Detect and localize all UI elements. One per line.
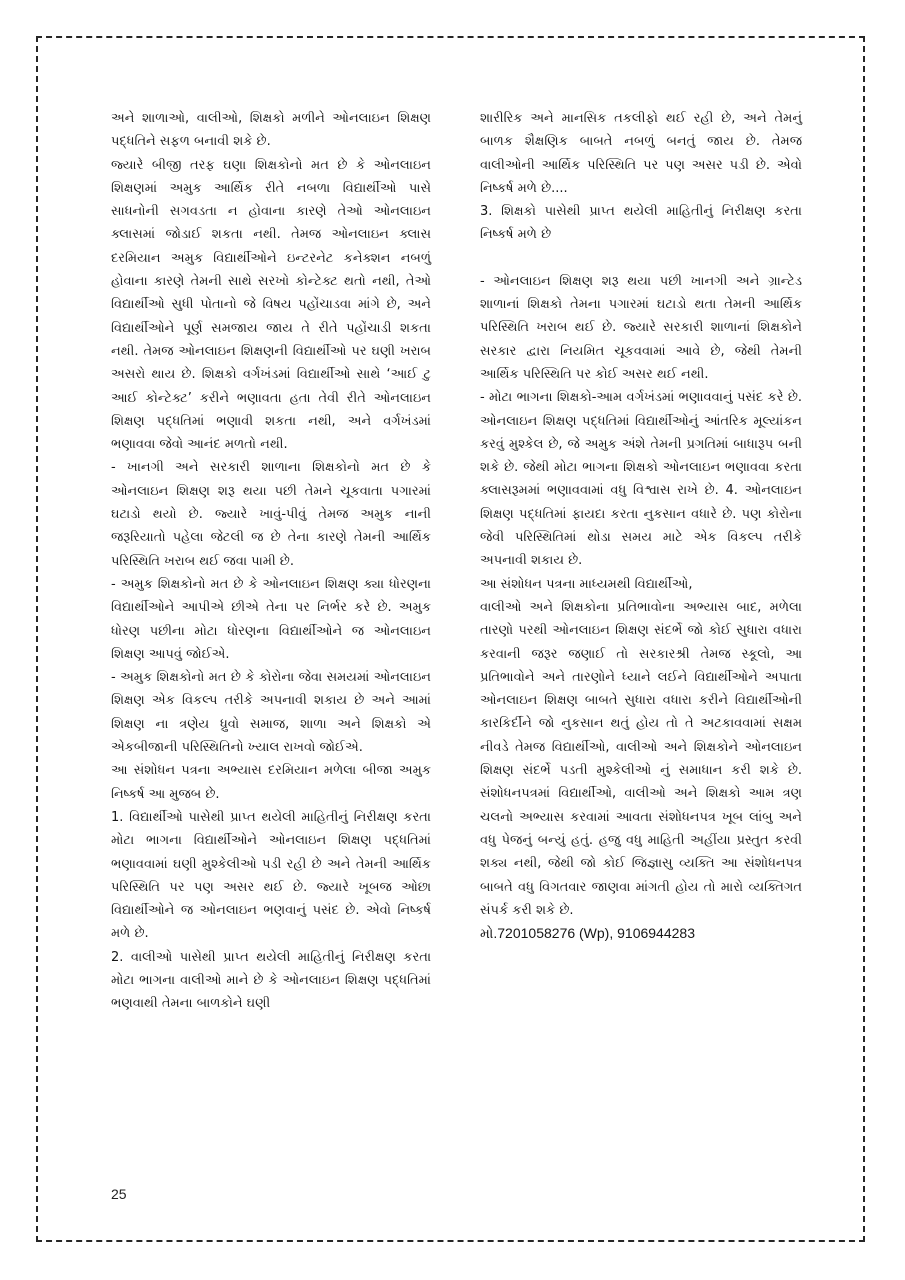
paragraph: - અમુક શિક્ષકોનો મત છે કે કોરોના જેવા સમયમાં ઓનલાઇન શિક્ષણ એક વિકલ્પ તરીકે અપનાવી શકાય છે અને આમાં શિક્ષણ ના ત્રણેય ધ્રુવો સમાજ, શાળા અને શિક્ષકો એ એકબીજાની પરિસ્થિતિનો ખ્યાલ રાખવો જોઈએ. bbox=[111, 670, 431, 756]
paragraph: 3. શિક્ષકો પાસેથી પ્રાપ્ત થયેલી માહિતીનું નિરીક્ષણ કરતા નિષ્કર્ષ મળે છે bbox=[480, 204, 802, 243]
paragraph: જ્યારે બીજી તરફ ઘણા શિક્ષકોનો મત છે કે ઓનલાઇન શિક્ષણમાં અમુક આર્થિક રીતે નબળા વિદ્યાર્થીઓ પાસે સાધનોની સગવડતા ન હોવાના કારણે તેઓ ઓનલાઇન ક્લાસમાં જોડાઈ શકતા નથી. તેમજ ઓનલાઇન ક્લાસ દરમિયાન અમુક વિદ્યાર્થીઓને ઇન્ટરનેટ કનેક્શન નબળું હોવાના કારણે તેમની સાથે સરખો કોન્ટેક્ટ થતો નથી, તેઓ વિદ્યાર્થીઓ સુધી પોતાનો જે વિષય પહોંચાડવા માંગે છે, અને વિદ્યાર્થીઓને પૂર્ણ સમજાય જાય તે રીતે પહોંચાડી શકતા નથી. તેમજ ઓનલાઇન શિક્ષણની વિદ્યાર્થીઓ પર ઘણી ખરાબ અસરો થાય છે. શિક્ષકો વર્ગખંડમાં વિદ્યાર્થીઓ સાથે ‘આઈ ટુ આઈ કોન્ટેક્ટ’ કરીને ભણાવતા હતા તેવી રીતે ઓનલાઇન શિક્ષણ પદ્ધતિમાં ભણાવી શકતા નથી, અને વર્ગખંડમાં ભણાવવા જેવો આનંદ મળતો નથી. bbox=[111, 157, 431, 453]
paragraph: આ સંશોધન પત્રના માધ્યમથી વિદ્યાર્થીઓ, bbox=[480, 576, 693, 592]
paragraph: - ખાનગી અને સરકારી શાળાના શિક્ષકોનો મત છે કે ઓનલાઇન શિક્ષણ શરૂ થયા પછી તેમને ચૂકવાતા પગારમાં ઘટાડો થયો છે. જ્યારે ખાવું-પીવું તેમજ અમુક નાની જરૂરિયાતો પહેલા જેટલી જ છે તેના કારણે તેમની આર્થિક પરિસ્થિતિ ખરાબ થઈ જવા પામી છે. bbox=[111, 460, 431, 569]
paragraph: - ઓનલાઇન શિક્ષણ શરૂ થયા પછી ખાનગી અને ગ્રાન્ટેડ શાળાનાં શિક્ષકો તેમના પગારમાં ઘટાડો થતા તેમની આર્થિક પરિસ્થિતિ ખરાબ થઈ છે. જ્યારે સરકારી શાળાનાં શિક્ષકોને સરકાર દ્વારા નિયમિત ચૂકવવામાં આવે છે, જેથી તેમની આર્થિક પરિસ્થિતિ પર કોઈ અસર થઈ નથી. bbox=[480, 273, 802, 382]
left-column bbox=[111, 107, 431, 1016]
paragraph: - અમુક શિક્ષકોનો મત છે કે ઓનલાઇન શિક્ષણ ક્યા ધોરણના વિદ્યાર્થીઓને આપીએ છીએ તેના પર નિર્ભર કરે છે. અમુક ધોરણ પછીના મોટા ધોરણના વિદ્યાર્થીઓને જ ઓનલાઇન શિક્ષણ આપવું જોઈએ. bbox=[111, 576, 431, 662]
paragraph: - મોટા ભાગના શિક્ષકો-આમ વર્ગખંડમાં ભણાવવાનું પસંદ કરે છે. ઓનલાઇન શિક્ષણ પદ્ધતિમાં વિદ્યાર્થીઓનું આંતરિક મૂલ્યાંકન કરવું મુશ્કેલ છે, જે અમુક અંશે તેમની પ્રગતિમાં બાધારૂપ બની શકે છે. જેથી મોટા ભાગના શિક્ષકો ઓનલાઇન ભણાવવા કરતા ક્લાસરૂમમાં ભણાવવામાં વધુ વિશ્વાસ રાખે છે. 4. ઓનલાઇન શિક્ષણ પદ્ધતિમાં ફાયદા કરતા નુકસાન વધારે છે. પણ કોરોના જેવી પરિસ્થિતિમાં થોડા સમય માટે એક વિકલ્પ તરીકે અપનાવી શકાય છે. bbox=[480, 390, 802, 569]
paragraph: શારીરિક અને માનસિક તકલીફો થઈ રહી છે, અને તેમનું બાળક શૈક્ષણિક બાબતે નબળું બનતું જાય છે. તેમજ વાલીઓની આર્થિક પરિસ્થિતિ પર પણ અસર પડી છે. એવો નિષ્કર્ષ મળે છે.... bbox=[480, 111, 802, 196]
contact-info: મો.7201058276 (Wp), 9106944283 bbox=[480, 925, 695, 942]
paragraph: અને શાળાઓ, વાલીઓ, શિક્ષકો મળીને ઓનલાઇન શિક્ષણ પદ્ધતિને સફળ બનાવી શકે છે. bbox=[111, 111, 431, 150]
paragraph: વાલીઓ અને શિક્ષકોના પ્રતિભાવોના અભ્યાસ બાદ, મળેલા તારણો પરથી ઓનલાઇન શિક્ષણ સંદર્ભે જો કોઈ સુધારા વધારા કરવાની જરૂર જણાઈ તો સરકારશ્રી તેમજ સ્કૂલો, આ પ્રતિભાવોને અને તારણોને ધ્યાને લઈને વિદ્યાર્થીઓને અપાતા ઓનલાઇન શિક્ષણ બાબતે સુધારા વધારા કરીને વિદ્યાર્થીઓની કારકિર્દીને જો નુકસાન થતું હોય તો તે અટકાવવામાં સક્ષમ નીવડે તેમજ વિદ્યાર્થીઓ, વાલીઓ અને શિક્ષકોને ઓનલાઇન શિક્ષણ સંદર્ભે પડતી મુશ્કેલીઓ નું સમાધાન કરી શકે છે. સંશોધનપત્રમાં વિદ્યાર્થીઓ, વાલીઓ અને શિક્ષકો આમ ત્રણ ચલનો અભ્યાસ કરવામાં આવતા સંશોધનપત્ર ખૂબ લાંબુ અને વધુ પેજનું બન્યું હતું. હજુ વધુ માહિતી અહીંયા પ્રસ્તુત કરવી શક્ય નથી, જેથી જો કોઈ જિજ્ઞાસુ વ્યક્તિ આ સંશોધનપત્ર બાબતે વધુ વિગતવાર જાણવા માંગતી હોય તો મારો વ્યક્તિગત સંપર્ક કરી શકે છે. bbox=[480, 599, 802, 918]
paragraph: 1. વિદ્યાર્થીઓ પાસેથી પ્રાપ્ત થયેલી માહિતીનું નિરીક્ષણ કરતા મોટા ભાગના વિદ્યાર્થીઓને ઓનલાઇન શિક્ષણ પદ્ધતિમાં ભણાવવામાં ઘણી મુશ્કેલીઓ પડી રહી છે અને તેમની આર્થિક પરિસ્થિતિ પર પણ અસર થઈ છે. જ્યારે ખૂબજ ઓછા વિદ્યાર્થીઓને જ ઓનલાઇન ભણવાનું પસંદ છે. એવો નિષ્કર્ષ મળે છે. bbox=[111, 809, 431, 942]
paragraph: આ સંશોધન પત્રના અભ્યાસ દરમિયાન મળેલા બીજા અમુક નિષ્કર્ષ આ મુજબ છે. bbox=[111, 763, 431, 802]
right-column bbox=[480, 107, 802, 945]
paragraph: 2. વાલીઓ પાસેથી પ્રાપ્ત થયેલી માહિતીનું નિરીક્ષણ કરતા મોટા ભાગના વાલીઓ માને છે કે ઓનલાઇન શિક્ષણ પદ્ધતિમાં ભણવાથી તેમના બાળકોને ઘણી bbox=[111, 949, 431, 1012]
page-number: 25 bbox=[111, 1186, 127, 1202]
